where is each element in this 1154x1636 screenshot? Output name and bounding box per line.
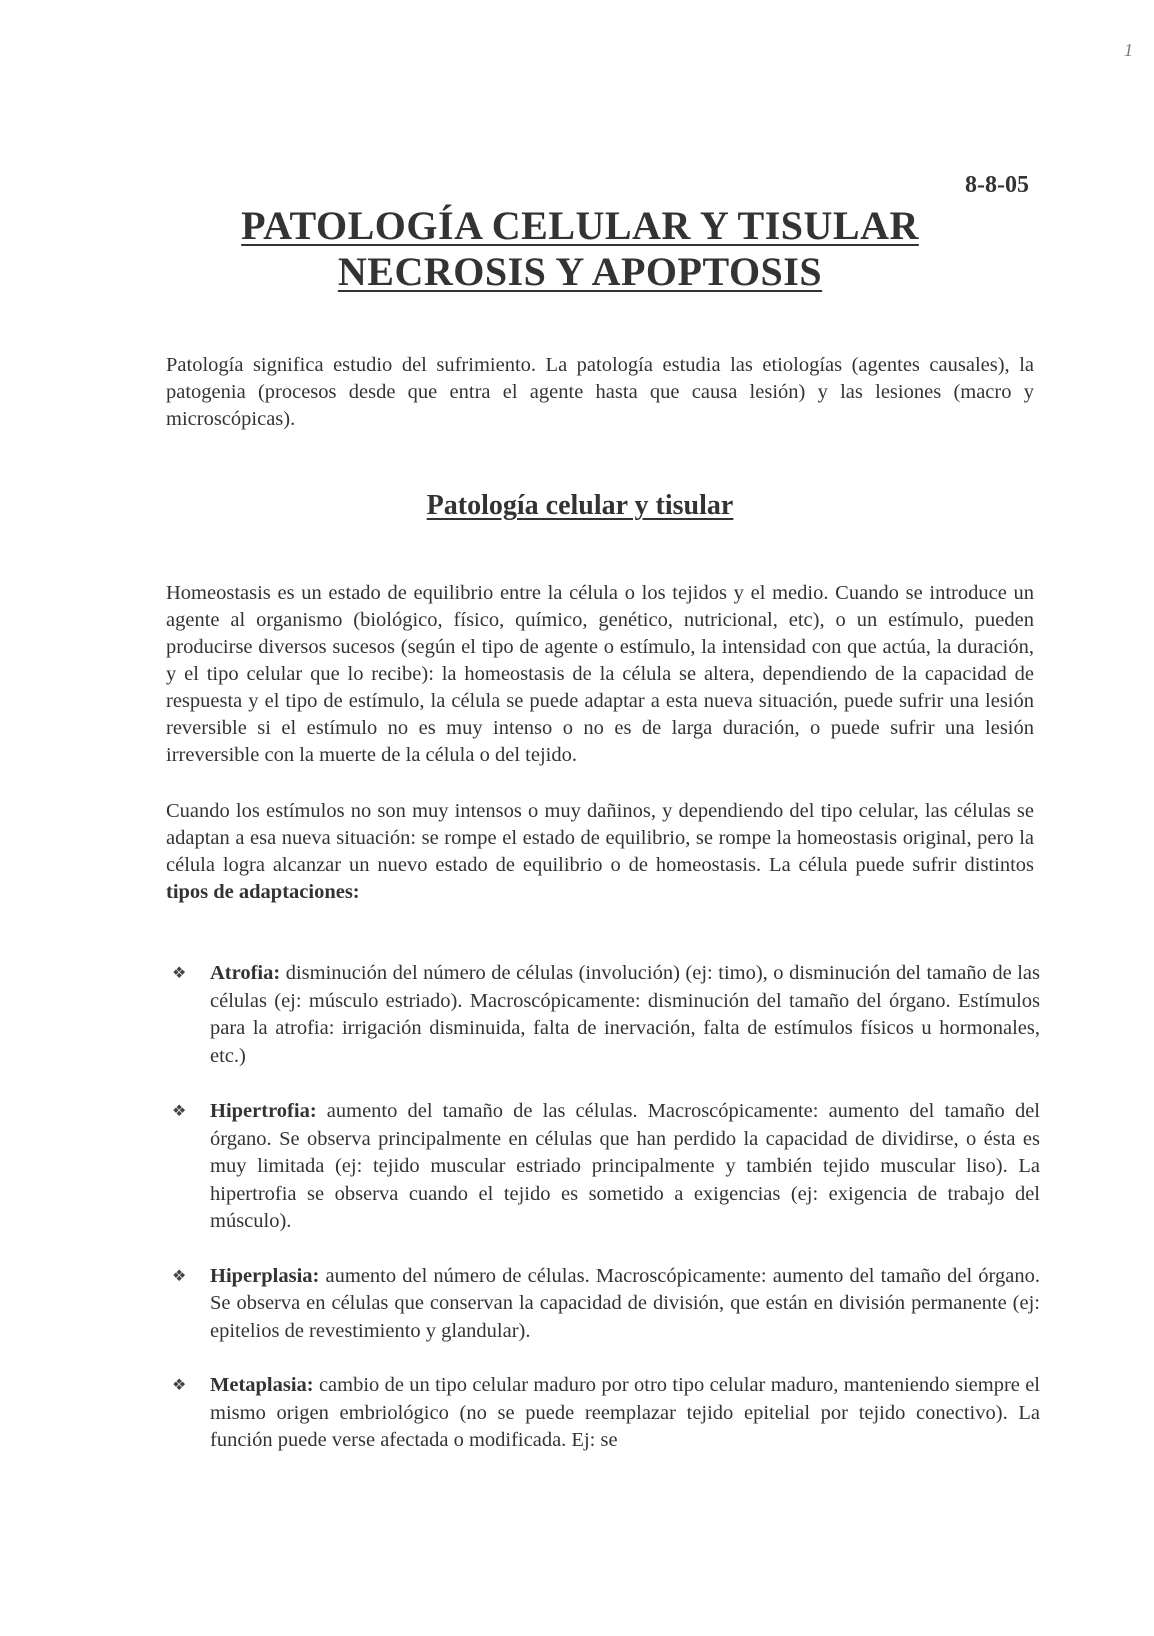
intro-paragraph: Patología significa estudio del sufrimiento. La patología estudia las etiologías (agentes causales), la patogenia (procesos desde que entra el agente hasta que causa lesión) y las lesiones (macro y microscópicas). xyxy=(166,354,1034,430)
diamond-bullet-icon: ❖ xyxy=(172,1103,187,1120)
title-line-2: NECROSIS Y APOPTOSIS xyxy=(337,249,823,294)
list-item-metaplasia xyxy=(170,1372,1040,1455)
bullet-term: Hiperplasia: xyxy=(210,1264,320,1287)
adaptation-types-list xyxy=(170,960,1040,1482)
adaptation-paragraph xyxy=(166,798,1034,906)
bullet-text: disminución del número de células (involución) (ej: timo), o disminución del tamaño de las células (ej: músculo estriado). Macroscópicamente: disminución del tamaño del órgano. Estímulos para la atrofia: irrigación disminuida, falta de inervación, falta de estímulos físicos u hormonales, etc.) xyxy=(210,962,1040,1067)
diamond-bullet-icon: ❖ xyxy=(172,1377,187,1394)
adaptation-text: Cuando los estímulos no son muy intensos o muy dañinos, y dependiendo del tipo celular, las células se adaptan a esa nueva situación: se rompe el estado de equilibrio, se rompe la homeostasis original, pero la célula logra alcanzar un nuevo estado de equilibrio o de homeostasis. La célula puede sufrir distintos xyxy=(166,800,1034,876)
document-date: 8-8-05 xyxy=(965,172,1029,198)
bullet-term: Hipertrofia: xyxy=(210,1100,317,1122)
bullet-text: aumento del número de células. Macroscópicamente: aumento del tamaño del órgano. Se observa en células que conservan la capacidad de división, que están en división permanente (ej: epitelios de revestimiento y glandular). xyxy=(210,1264,1040,1342)
bullet-term: Atrofia: xyxy=(210,962,281,984)
bullet-term: Metaplasia: xyxy=(210,1374,314,1396)
diamond-bullet-icon: ❖ xyxy=(172,1267,187,1285)
homeostasis-paragraph: Homeostasis es un estado de equilibrio entre la célula o los tejidos y el medio. Cuando se introduce un agente al organismo (biológico, físico, químico, genético, nutricional, etc), o un estímulo, pueden producirse diversos sucesos (según el tipo de agente o estímulo, la intensidad con que actúa, la duración, y el tipo celular que lo recibe): la homeostasis de la célula se altera, dependiendo de la capacidad de respuesta y el tipo de estímulo, la célula se puede adaptar a esta nueva situación, puede sufrir una lesión reversible si el estímulo no es muy intenso o no es de larga duración, o puede sufrir una lesión irreversible con la muerte de la célula o del tejido. xyxy=(166,582,1034,766)
section-heading: Patología celular y tisular xyxy=(426,490,734,521)
diamond-bullet-icon: ❖ xyxy=(172,965,187,982)
bullet-text: cambio de un tipo celular maduro por otro tipo celular maduro, manteniendo siempre el mismo origen embriológico (no se puede reemplazar tejido epitelial por tejido conectivo). La función puede verse afectada o modificada. Ej: se xyxy=(210,1374,1040,1451)
list-item-atrofia xyxy=(170,960,1040,1070)
page-number-mark: 1 xyxy=(1124,40,1133,60)
title-line-1: PATOLOGÍA CELULAR Y TISULAR xyxy=(241,203,919,248)
list-item-hipertrofia xyxy=(170,1098,1040,1236)
adaptation-bold-text: tipos de adaptaciones: xyxy=(166,881,360,903)
bullet-text: aumento del tamaño de las células. Macroscópicamente: aumento del tamaño del órgano. Se observa principalmente en células que han perdido la capacidad de dividirse, o ésta es muy limitada (ej: tejido muscular estriado principalmente y también tejido muscular liso). La hipertrofia se observa cuando el tejido es sometido a exigencias (ej: exigencia de trabajo del músculo). xyxy=(210,1100,1040,1232)
list-item-hiperplasia xyxy=(170,1263,1040,1346)
